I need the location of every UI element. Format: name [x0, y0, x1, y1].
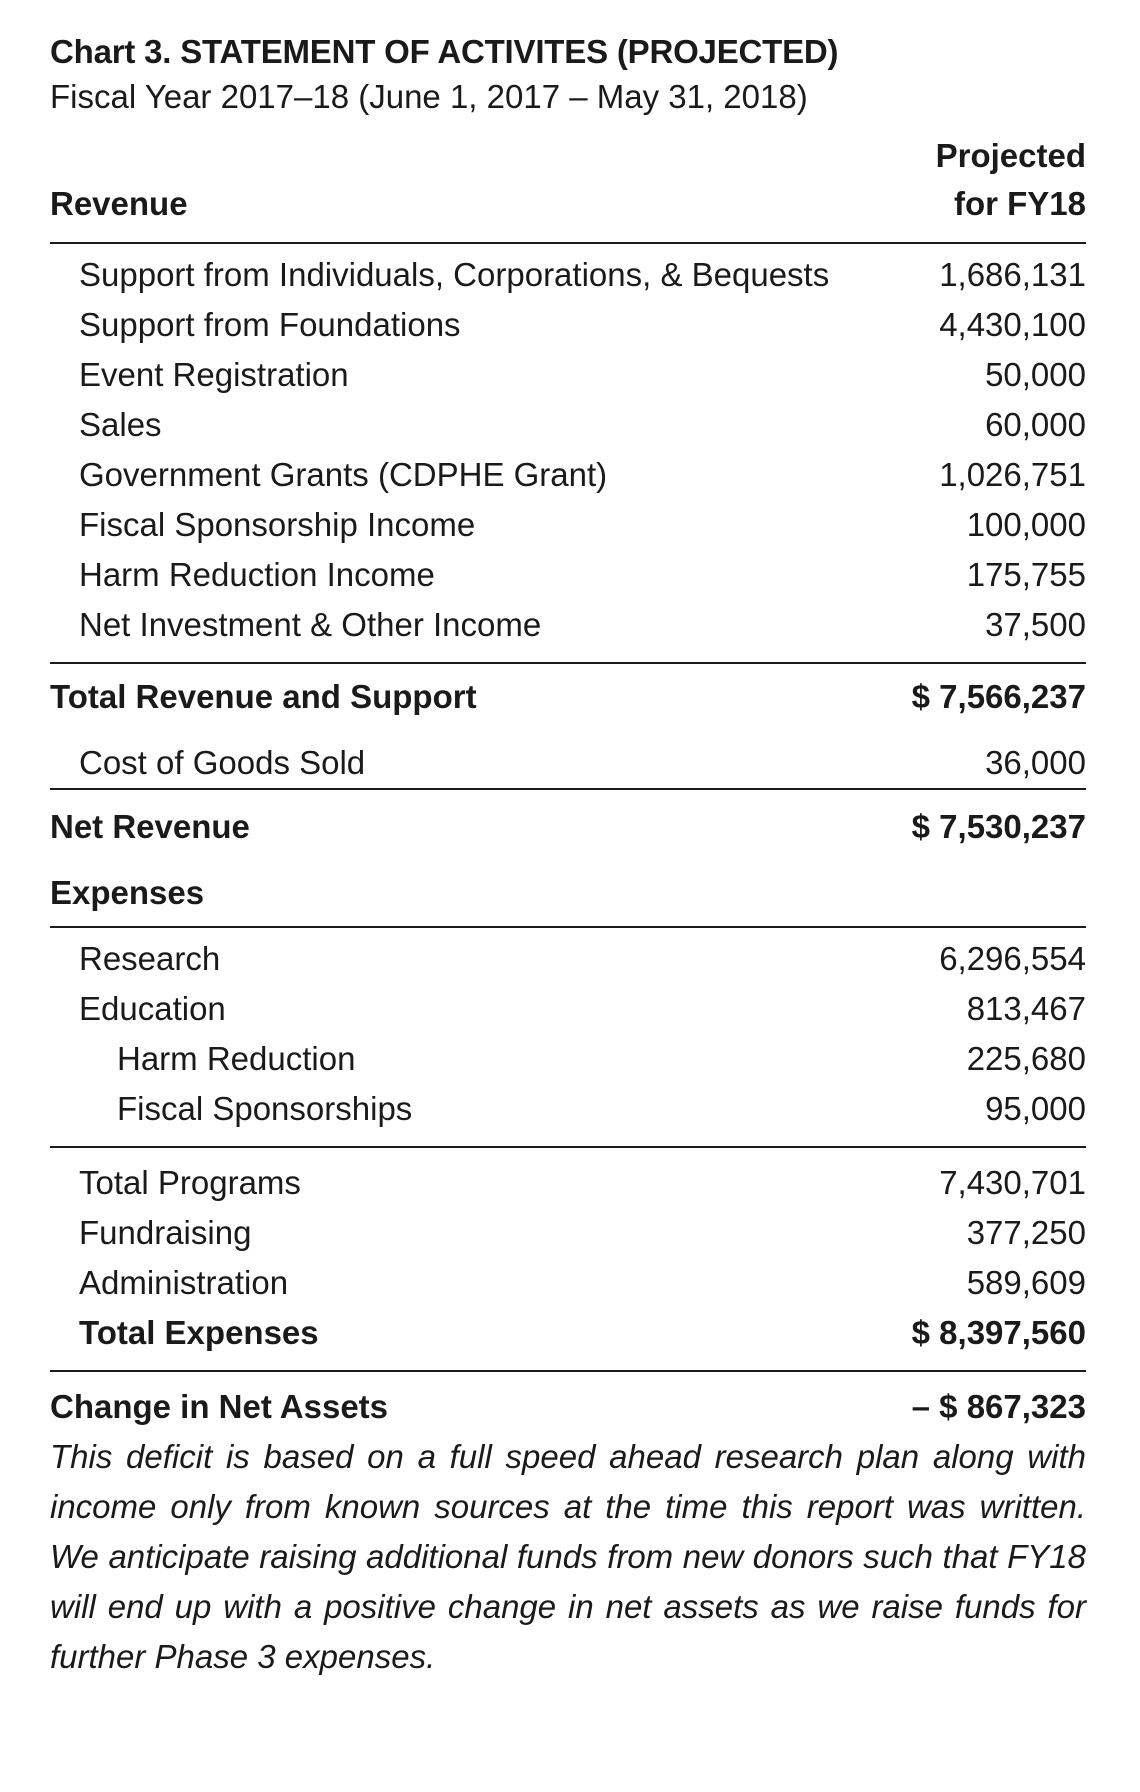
row-value: 60,000	[985, 406, 1086, 443]
table-header	[50, 132, 1086, 242]
row-label: Harm Reduction Income	[79, 556, 435, 593]
column-header-line2: for FY18	[953, 185, 1086, 222]
row-value: 589,609	[966, 1264, 1086, 1301]
row-value: 175,755	[966, 556, 1086, 593]
total-expenses-row	[50, 1308, 1086, 1358]
expense-row	[50, 984, 1086, 1034]
row-label: Support from Individuals, Corporations, & Bequests	[79, 256, 830, 293]
row-label: Total Programs	[79, 1164, 301, 1201]
revenue-row	[50, 300, 1086, 350]
revenue-row	[50, 400, 1086, 450]
revenue-list	[50, 250, 1086, 650]
page-title: Chart 3. STATEMENT OF ACTIVITES (PROJECTED)	[50, 33, 839, 70]
column-header-line1: Projected	[935, 137, 1086, 174]
expenses-section-label: Expenses	[50, 874, 205, 911]
row-label: Fundraising	[79, 1214, 252, 1251]
revenue-row	[50, 450, 1086, 500]
row-label: Fiscal Sponsorship Income	[79, 506, 476, 543]
row-value: 6,296,554	[939, 940, 1086, 977]
deficit-note: This deficit is based on a full speed ahead research plan along with income only from known sources at the time this report was written. We anticipate raising additional funds from new donors such that FY18 will end up with a positive change in net assets as we raise funds for further Phase 3 expenses.	[50, 1438, 1086, 1675]
statement-page	[50, 30, 1086, 1682]
expenses-section-heading	[50, 868, 1086, 918]
row-value: 225,680	[966, 1040, 1086, 1077]
row-value: 377,250	[966, 1214, 1086, 1251]
revenue-row	[50, 550, 1086, 600]
row-label: Education	[79, 990, 226, 1027]
row-label: Administration	[79, 1264, 289, 1301]
program-expenses-list	[50, 934, 1086, 1134]
change-label: Change in Net Assets	[50, 1388, 389, 1425]
row-label: Net Investment & Other Income	[79, 606, 542, 643]
row-label: Harm Reduction	[117, 1040, 356, 1077]
expense-summary-list	[50, 1158, 1086, 1358]
expense-row	[50, 934, 1086, 984]
row-label: Government Grants (CDPHE Grant)	[79, 456, 608, 493]
row-value: 1,026,751	[939, 456, 1086, 493]
net-revenue-label: Net Revenue	[50, 808, 250, 845]
row-label: Research	[79, 940, 221, 977]
cogs-row	[50, 738, 1086, 788]
revenue-section-label: Revenue	[50, 185, 188, 222]
revenue-row	[50, 250, 1086, 300]
expense-summary-row	[50, 1158, 1086, 1208]
total-expenses-value: $ 8,397,560	[911, 1314, 1086, 1351]
total-revenue-row	[50, 672, 1086, 722]
expense-summary-row	[50, 1208, 1086, 1258]
row-value: 813,467	[966, 990, 1086, 1027]
row-value: 37,500	[985, 606, 1086, 643]
total-revenue-value: $ 7,566,237	[911, 678, 1086, 715]
net-revenue-row	[50, 802, 1086, 852]
cogs-label: Cost of Goods Sold	[79, 744, 366, 781]
change-in-net-assets-row	[50, 1382, 1086, 1432]
revenue-row	[50, 500, 1086, 550]
row-value: 4,430,100	[939, 306, 1086, 343]
cogs-value: 36,000	[985, 744, 1086, 781]
row-label: Sales	[79, 406, 162, 443]
total-expenses-label: Total Expenses	[79, 1314, 319, 1351]
net-revenue-value: $ 7,530,237	[911, 808, 1086, 845]
row-label: Event Registration	[79, 356, 349, 393]
row-value: 95,000	[985, 1090, 1086, 1127]
revenue-row	[50, 600, 1086, 650]
expense-subrow	[50, 1034, 1086, 1084]
row-value: 1,686,131	[939, 256, 1086, 293]
row-label: Fiscal Sponsorships	[117, 1090, 413, 1127]
row-value: 7,430,701	[939, 1164, 1086, 1201]
revenue-row	[50, 350, 1086, 400]
change-value: – $ 867,323	[911, 1388, 1086, 1425]
page-subtitle: Fiscal Year 2017–18 (June 1, 2017 – May 31, 2018)	[50, 78, 808, 115]
row-value: 100,000	[966, 506, 1086, 543]
expense-subrow	[50, 1084, 1086, 1134]
expense-summary-row	[50, 1258, 1086, 1308]
total-revenue-label: Total Revenue and Support	[50, 678, 477, 715]
row-label: Support from Foundations	[79, 306, 461, 343]
column-header	[936, 132, 1086, 228]
row-value: 50,000	[985, 356, 1086, 393]
